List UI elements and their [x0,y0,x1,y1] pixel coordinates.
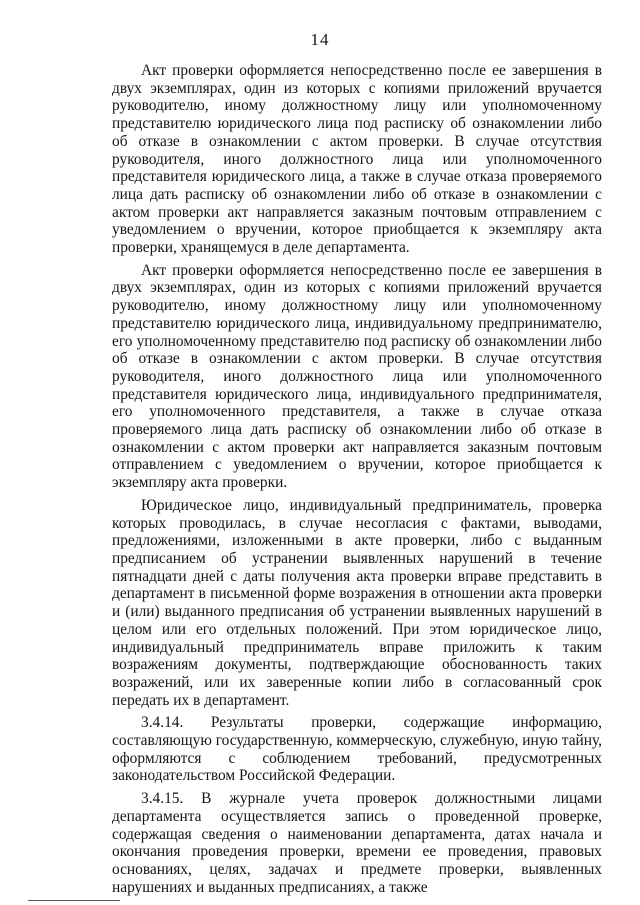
footer-divider [28,900,120,901]
page-number: 14 [310,30,330,49]
document-body [112,62,602,901]
paragraph-objections: Юридическое лицо, индивидуальный предприниматель, проверка которых проводилась, в случае несогласия с фактами, выводами, предложениями, изложенными в акте проверки, либо с выданным предписанием об устранении выявленных нарушений в течение пятнадцати дней с даты получения акта проверки вправе представить в департамент в письменной форме возражения в отношении акта проверки и (или) выданного предписания об устранении выявленных нарушений в целом или его отдельных положений. При этом юридическое лицо, индивидуальный предприниматель вправе приложить к таким возражениям документы, подтверждающие обоснованность таких возражений, или их заверенные копии либо в согласованный срок передать их в департамент. [112,496,602,709]
paragraph-act-delivery-entrepreneur: Акт проверки оформляется непосредственно после ее завершения в двух экземплярах, один из которых с копиями приложений вручается руководителю, иному должностному лицу или уполномоченному представителю юридического лица, индивидуальному предпринимателю, его уполномоченному представителю под расписку об ознакомлении либо об отказе в ознакомлении с актом проверки. В случае отсутствия руководителя, иного должностного лица или уполномоченного представителя юридического лица, индивидуального предпринимателя, его уполномоченного представителя, а также в случае отказа проверяемого лица дать расписку об ознакомлении либо об отказе в ознакомлении с актом проверки акт направляется заказным почтовым отправлением с уведомлением о вручении, которое приобщается к экземпляру акта проверки. [112,261,602,492]
paragraph-act-delivery: Акт проверки оформляется непосредственно после ее завершения в двух экземплярах, один из которых с копиями приложений вручается руководителю, иному должностному лицу или уполномоченному представителю юридического лица под расписку об ознакомлении либо об отказе в ознакомлении с актом проверки. В случае отсутствия руководителя, иного должностного лица или уполномоченного представителя юридического лица, а также в случае отказа проверяемого лица дать расписку об ознакомлении либо об отказе в ознакомлении с актом проверки акт направляется заказным почтовым отправлением с уведомлением о вручении, которое приобщается к экземпляру акта проверки, хранящемуся в деле департамента. [112,62,602,257]
paragraph-3-4-15: 3.4.15. В журнале учета проверок должностными лицами департамента осуществляется запись о проведенной проверке, содержащая сведения о наименовании департамента, датах начала и окончания проведения проверки, времени ее проведения, правовых основаниях, целях, задачах и предмете проверки, выявленных нарушениях и выданных предписаниях, а также [112,790,602,896]
paragraph-3-4-14: 3.4.14. Результаты проверки, содержащие информацию, составляющую государственную, коммерческую, служебную, иную тайну, оформляются с соблюдением требований, предусмотренных законодательством Российской Федерации. [112,714,602,785]
